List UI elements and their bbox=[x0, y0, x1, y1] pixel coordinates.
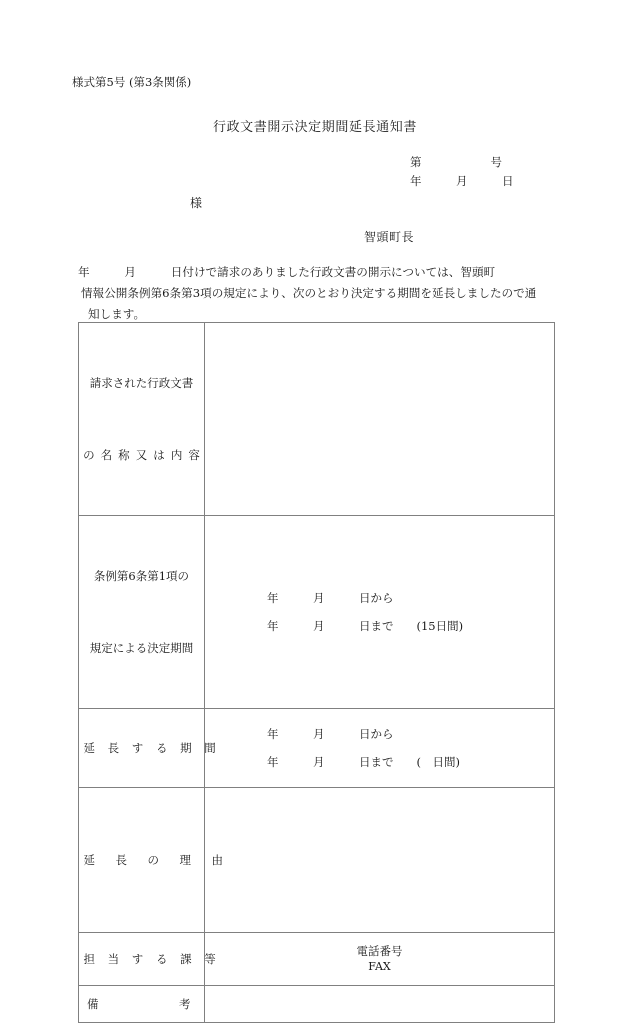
document-meta-block bbox=[410, 153, 514, 191]
row-label-remarks: 備 考 bbox=[79, 986, 205, 1023]
row-label-extension-reason: 延 長 の 理 由 bbox=[79, 788, 205, 933]
table-row-document-name bbox=[79, 323, 555, 516]
row-label-extension-period: 延 長 す る 期 間 bbox=[79, 709, 205, 788]
extension-period-to: 年 月 日まで ( 日間) bbox=[267, 755, 460, 769]
form-number: 様式第5号 (第3条関係) bbox=[72, 75, 192, 89]
row-label-document-name-line2: の 名 称 又 は 内 容 bbox=[83, 448, 202, 462]
extension-period-from: 年 月 日から bbox=[267, 727, 394, 741]
row-label-statutory-period-line1: 条例第6条第1項の bbox=[93, 569, 190, 583]
statutory-period-to: 年 月 日まで (15日間) bbox=[267, 619, 464, 633]
document-title: 行政文書開示決定期間延長通知書 bbox=[212, 120, 417, 135]
row-value-extension-reason[interactable] bbox=[205, 788, 555, 933]
row-value-extension-period[interactable] bbox=[205, 709, 555, 788]
document-number-line: 第 号 bbox=[410, 155, 502, 169]
table-row-extension-period bbox=[79, 709, 555, 788]
department-fax-label: FAX bbox=[368, 960, 391, 973]
body-line-1: 年 月 日付けで請求のありました行政文書の開示については、智頭町 bbox=[78, 265, 496, 279]
table-row-statutory-period bbox=[79, 516, 555, 709]
row-label-document-name-line1: 請求された行政文書 bbox=[89, 376, 194, 390]
issuer-name: 智頭町長 bbox=[364, 230, 415, 244]
row-label-statutory-period-line2: 規定による決定期間 bbox=[89, 641, 194, 655]
row-label-document-name bbox=[79, 323, 205, 516]
document-date-line: 年 月 日 bbox=[410, 174, 514, 188]
department-phone-label: 電話番号 bbox=[356, 944, 403, 958]
row-value-statutory-period[interactable] bbox=[205, 516, 555, 709]
row-label-department: 担 当 す る 課 等 bbox=[79, 933, 205, 986]
row-label-statutory-period bbox=[79, 516, 205, 709]
table-row-department bbox=[79, 933, 555, 986]
row-value-remarks[interactable] bbox=[205, 986, 555, 1023]
body-line-2: 情報公開条例第6条第3項の規定により、次のとおり決定する期間を延長しましたので通 bbox=[81, 286, 537, 300]
body-line-3: 知します。 bbox=[88, 307, 146, 321]
row-value-department[interactable] bbox=[205, 933, 555, 986]
table-row-extension-reason bbox=[79, 788, 555, 933]
statutory-period-from: 年 月 日から bbox=[267, 591, 394, 605]
row-value-document-name[interactable] bbox=[205, 323, 555, 516]
table-row-remarks bbox=[79, 986, 555, 1023]
body-paragraph bbox=[78, 262, 554, 325]
addressee-suffix: 様 bbox=[190, 196, 203, 210]
notification-form-table bbox=[78, 322, 555, 1023]
